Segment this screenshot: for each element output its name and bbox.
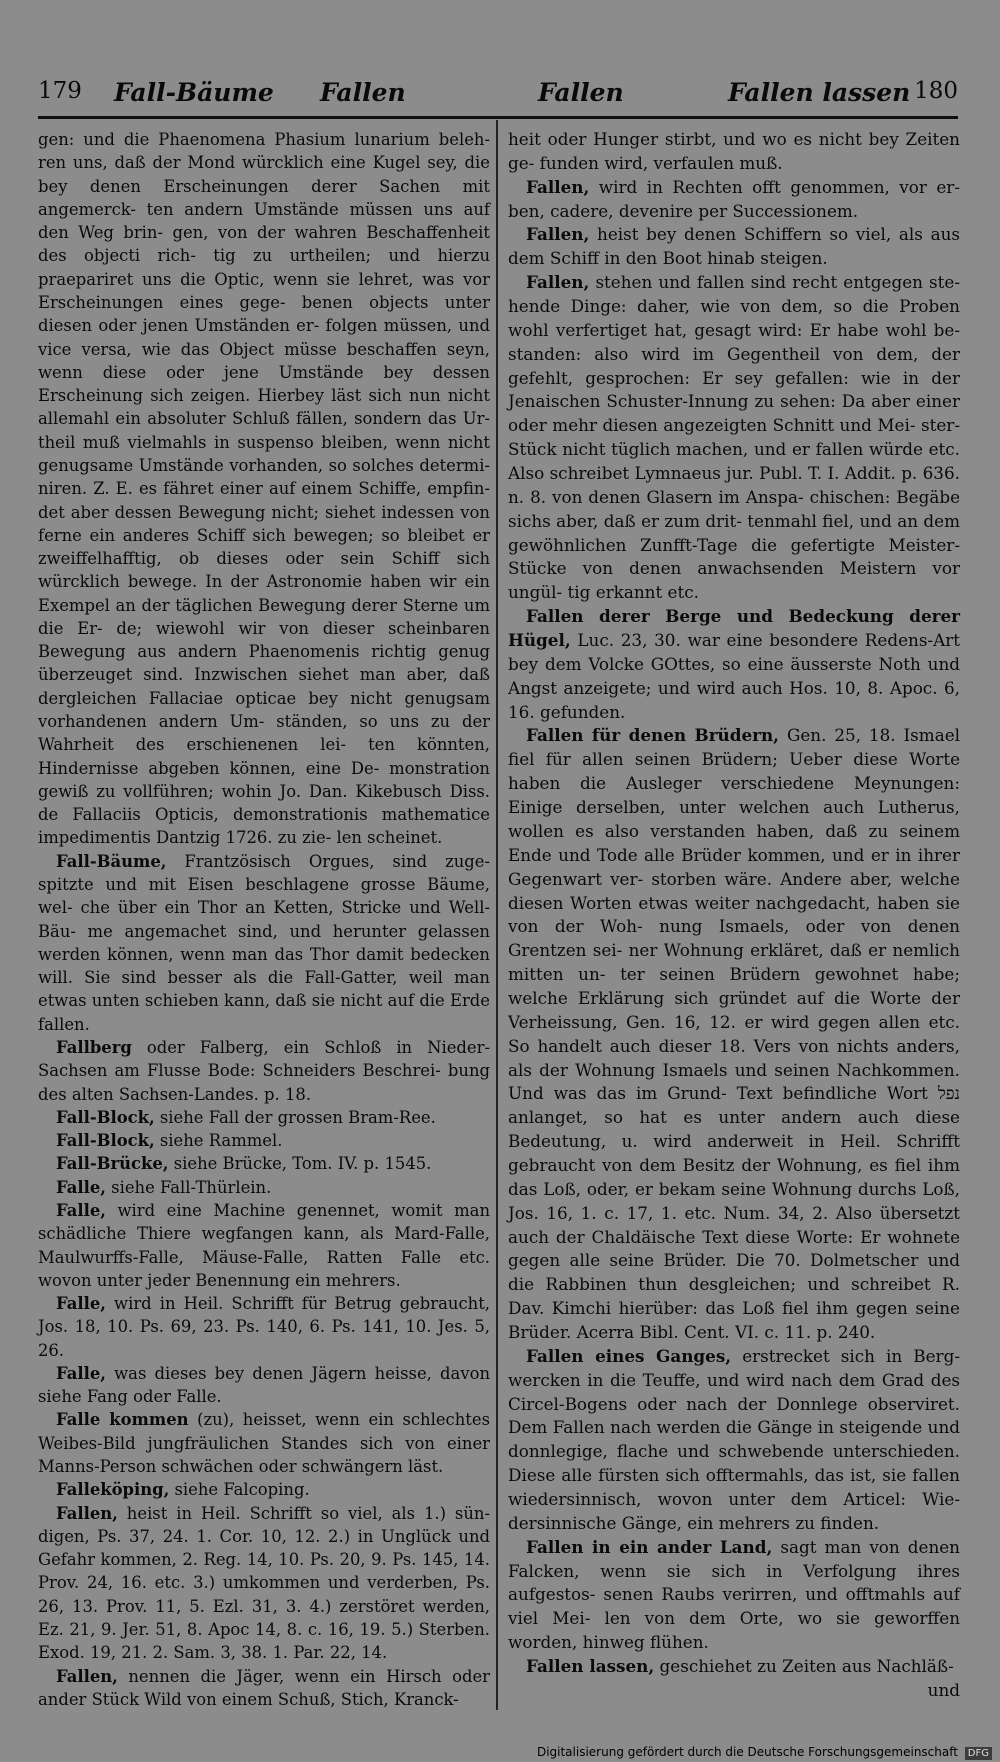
entry-text: siehe Falcoping. [169, 1480, 310, 1500]
page-number-right: 180 [914, 78, 958, 104]
entry-text: wird in Heil. Schrifft für Betrug gebraucht, Jos. 18, 10. Ps. 69, 23. Ps. 140, 6. Ps. 141, 10. Jes. 5, 26. [38, 1294, 490, 1360]
dictionary-entry [508, 605, 960, 724]
entry-headword: Fallberg [56, 1037, 132, 1057]
entry-text: (zu), heisset, wenn ein schlechtes Weibes-Bild jungfräulichen Standes sich von einer Manns-Person schwächen oder schwängern läst. [38, 1410, 490, 1477]
entry-headword: Fallen lassen, [526, 1656, 655, 1676]
dictionary-entry [38, 1408, 490, 1478]
entry-headword: Fallen, [56, 1666, 118, 1686]
dictionary-entry [38, 1478, 490, 1501]
dictionary-entry [38, 1129, 490, 1152]
entry-headword: Fall-Bäume, [56, 851, 167, 871]
entry-headword: Fall-Block, [56, 1107, 155, 1127]
dfg-logo: DFG [965, 1747, 992, 1760]
catchword: und [927, 1679, 960, 1700]
entry-headword: Falleköping, [56, 1480, 170, 1500]
header-keyword-3: Fallen [538, 78, 624, 107]
entry-text: heist in Heil. Schrifft so viel, als 1.) sün- digen, Ps. 37, 24. 1. Cor. 10, 12. 2.) in Unglück und Gefahr kommen, 2. Reg. 14, 10. Ps. 20, 9. Ps. 145, 14. Prov. 24, 16. etc. 3.) umkommen und verderben, Ps. 26, 13. Prov. 11, 5. Ezl. 31, 3. 4.) zerstöret werden, Ez. 21, 9. Jer. 51, 8. Apoc 14, 8. c. 16, 19. 5.) Sterben. Exod. 19, 21. 2. Sam. 3, 38. 1. Par. 22, 14. [38, 1503, 490, 1663]
dictionary-entry [38, 1152, 490, 1175]
dictionary-entry [38, 128, 490, 850]
dictionary-entry [508, 128, 960, 176]
entry-text: oder Falberg, ein Schloß in Nieder- Sachsen am Flusse Bode: Schneiders Beschrei- bung des alten Sachsen-Landes. p. 18. [38, 1037, 490, 1104]
left-column [38, 128, 490, 1711]
entry-headword: Fall-Block, [56, 1131, 155, 1151]
entry-text: heit oder Hunger stirbt, und wo es nicht bey Zeiten ge- funden wird, verfaulen muß. [508, 129, 960, 173]
page-number-left: 179 [38, 78, 82, 104]
entry-headword: Falle, [56, 1363, 106, 1383]
dictionary-entry [508, 1655, 960, 1679]
entry-headword: Fallen derer Berge und Bedeckung derer Hügel, [508, 606, 960, 651]
dictionary-entry [38, 1199, 490, 1292]
entry-text: Gen. 25, 18. Ismael fiel für allen seinen Brüdern; Ueber diese Worte haben die Ausleger verschiedene Meynungen: Einige derselben, unter welchen auch Lutherus, wollen es also verstanden haben, daß zu seinem Ende und Tode alle Brüder kommen, und er in ihrer Gegenwart ver- storben wäre. Andere aber, welche diesen Worten etwas weiter nachgedacht, haben sie von der Woh- nung Ismaels, oder von denen Grentzen sei- ner Wohnung erkläret, daß er nemlich mitten un- ter seinen Brüdern gewohnet habe; welche Erklärung sich gründet auf die Worte der Verheissung, Gen. 16, 12. er wird gegen allen etc. So handelt auch dieser 18. Vers von nichts anders, als der Wohnung Ismaels und seinen Nachkommen. Und was das im Grund- Text befindliche Wort נפל anlanget, so hat es unter andern auch diese Bedeutung, u. wird anderweit in Heil. Schrifft gebraucht von dem Besitz der Wohnung, es fiel ihm das Loß, oder, er bekam seine Wohnung durchs Loß, Jos. 16, 1. c. 17, 1. etc. Num. 34, 2. Also übersetzt auch der Chaldäische Text diese Worte: Er wohnete gegen alle seine Brüder. Die 70. Dolmetscher und die Rabbinen thun desgleichen; und schreibet R. Dav. Kimchi hierüber: das Loß fiel ihm gegen seine Brüder. Acerra Bibl. Cent. VI. c. 11. p. 240. [508, 725, 960, 1342]
entry-text: siehe Brücke, Tom. IV. p. 1545. [168, 1154, 432, 1174]
entry-text: heist bey denen Schiffern so viel, als aus dem Schiff in den Boot hinab steigen. [508, 224, 960, 269]
entry-headword: Fallen, [56, 1503, 118, 1523]
entry-text: wird eine Machine genennet, womit man schädliche Thiere wegfangen kann, als Mard-Falle, Maulwurffs-Falle, Mäuse-Falle, Ratten Falle etc. wovon unter jeder Benennung ein mehrers. [38, 1200, 490, 1290]
header-keyword-1: Fall-Bäume [114, 78, 274, 107]
dictionary-entry [508, 1536, 960, 1655]
footer-text: Digitalisierung gefördert durch die Deutsche Forschungsgemeinschaft [536, 1745, 958, 1759]
dictionary-entry [508, 271, 960, 605]
entry-text: stehen und fallen sind recht entgegen ste- hende Dinge: daher, wie von dem, so die Proben wohl verfertiget hat, gesagt wird: Er habe wohl be- standen: also wird im Gegentheil von dem, der gefehlt, gesprochen: Er sey gefallen: wie in der Jenaischen Schuster-Innung zu sehen: Da aber einer oder mehr diesen angezeigten Schnitt und Mei- ster-Stück nicht tüglich machen, und er fallen würde etc. Also schreibet Lymnaeus jur. Publ. T. I. Addit. p. 636. n. 8. von denen Glasern im Anspa- chischen: Begäbe sichs aber, daß er zum drit- tenmahl fiel, und an dem gewöhnlichen Zunfft-Tage die gefertigte Meister-Stücke von denen anwachsenden Meistern vor ungül- tig erkannt etc. [508, 272, 960, 603]
dictionary-entry [38, 1176, 490, 1199]
dictionary-entry [508, 223, 960, 271]
entry-headword: Fallen, [526, 272, 590, 293]
column-divider [496, 120, 498, 1710]
header-rule [38, 116, 958, 119]
entry-headword: Falle, [56, 1200, 106, 1220]
dictionary-entry [38, 1362, 490, 1409]
entry-headword: Fallen für denen Brüdern, [526, 725, 780, 746]
entry-headword: Fallen eines Ganges, [526, 1345, 732, 1366]
header-keyword-4: Fallen lassen [728, 78, 911, 107]
entry-text: geschiehet zu Zeiten aus Nachläß- [654, 1656, 954, 1676]
entry-text: gen: und die Phaenomena Phasium lunarium beleh- ren uns, daß der Mond würcklich eine Kugel sey, die bey denen Erscheinungen derer Sachen mit angemerck- ten andern Umstände müssen uns auf den Weg brin- gen, von der wahren Beschaffenheit des objecti rich- tig zu urtheilen; und hierzu praepariret uns die Optic, wenn sie lehret, was vor Erscheinungen eines gege- benen objects unter diesen oder jenen Umständen er- folgen müssen, und vice versa, wie das Object müsse beschaffen seyn, wenn diese oder jene Umstände bey dessen Erscheinung sich zeigen. Hierbey läst sich nun nicht allemahl ein absoluter Schluß fällen, sondern das Ur- theil muß vielmahls in suspenso bleiben, wenn nicht genugsame Umstände vorhanden, so solches determi- niren. Z. E. es fähret einer auf einem Schiffe, empfin- det aber dessen Bewegung nicht; siehet indessen von ferne ein anderes Schiff sich bewegen; so bleibet er zweiffelhafftig, ob dieses oder sein Schiff sich würcklich bewege. In der Astronomie haben wir ein Exempel an der täglichen Bewegung derer Sterne um die Er- de; wiewohl wir von dieser scheinbaren Bewegung aus andern Phaenomenis richtig genug überzeuget sind. Inzwischen siehet man aber, daß dergleichen Fallaciae opticae bey nicht genugsam vorhandenen andern Um- ständen, so uns zu der Wahrheit des erschienenen lei- ten könnten, Hindernisse abgeben können, eine De- monstration gewiß zu vollführen; wohin Jo. Dan. Kikebusch Diss. de Fallaciis Opticis, demonstrationis mathematice impedimentis Dantzig 1726. zu zie- len scheinet. [38, 130, 490, 848]
entry-headword: Fall-Brücke, [56, 1154, 169, 1174]
entry-headword: Fallen in ein ander Land, [526, 1536, 773, 1557]
entry-text: siehe Fall der grossen Bram-Ree. [154, 1107, 436, 1127]
entry-headword: Falle kommen [56, 1410, 189, 1430]
entry-text: was dieses bey denen Jägern heisse, davon siehe Fang oder Falle. [38, 1363, 490, 1407]
entry-headword: Fallen, [526, 176, 590, 197]
entry-text: wird in Rechten offt genommen, vor er- ben, cadere, devenire per Successionem. [508, 176, 960, 221]
dictionary-entry [38, 1036, 490, 1106]
entry-text: erstrecket sich in Berg- wercken in die Teuffe, und wird nach dem Grad des Circel-Bogens oder nach der Donnlege observiret. Dem Fallen nach werden die Gänge in steigende und donnlegige, flache und schwebende unterschieden. Diese alle fürsten sich offtermahls, das ist, sie fallen wiedersinnisch, wovon unter dem Articel: Wie- dersinnische Gänge, ein mehrers zu finden. [508, 1345, 960, 1533]
page-header [38, 78, 958, 114]
dictionary-entry [38, 1292, 490, 1362]
entry-text: siehe Fall-Thürlein. [105, 1177, 272, 1197]
entry-headword: Falle, [56, 1177, 106, 1197]
entry-text: Luc. 23, 30. war eine besondere Redens-Art bey dem Volcke GOttes, so eine äusserste Noth und Angst anzeigete; und wird auch Hos. 10, 8. Apoc. 6, 16. gefunden. [508, 630, 960, 722]
entry-text: nennen die Jäger, wenn ein Hirsch oder ander Stück Wild von einem Schuß, Stich, Kranck- [38, 1666, 490, 1709]
entry-text: sagt man von denen Falcken, wenn sie sich in Verfolgung ihres aufgestos- senen Raubs verirren, und offtmahls auf viel Mei- len von dem Orte, wo sie geworffen worden, hinweg flühen. [508, 1536, 960, 1653]
entry-text: Frantzösisch Orgues, sind zuge- spitzte und mit Eisen beschlagene grosse Bäume, wel- che über ein Thor an Ketten, Stricke und Well-Bäu- me angemachet sind, und herunter gelassen werden können, wenn man das Thor damit bedecken will. Sie sind besser als die Fall-Gatter, weil man etwas unten schieben kann, daß sie nicht auf die Erde fallen. [38, 851, 490, 1034]
dictionary-entry [508, 724, 960, 1344]
digitization-footer [537, 1745, 992, 1760]
entry-headword: Fallen, [526, 224, 590, 245]
right-column [508, 128, 960, 1703]
dictionary-entry [38, 1106, 490, 1129]
dictionary-entry [38, 1502, 490, 1665]
dictionary-entry [38, 850, 490, 1036]
header-keyword-2: Fallen [320, 78, 406, 107]
dictionary-entry [508, 1345, 960, 1536]
entry-headword: Falle, [56, 1294, 106, 1314]
dictionary-entry [38, 1665, 490, 1712]
dictionary-entry [508, 176, 960, 224]
entry-text: siehe Rammel. [154, 1131, 283, 1151]
